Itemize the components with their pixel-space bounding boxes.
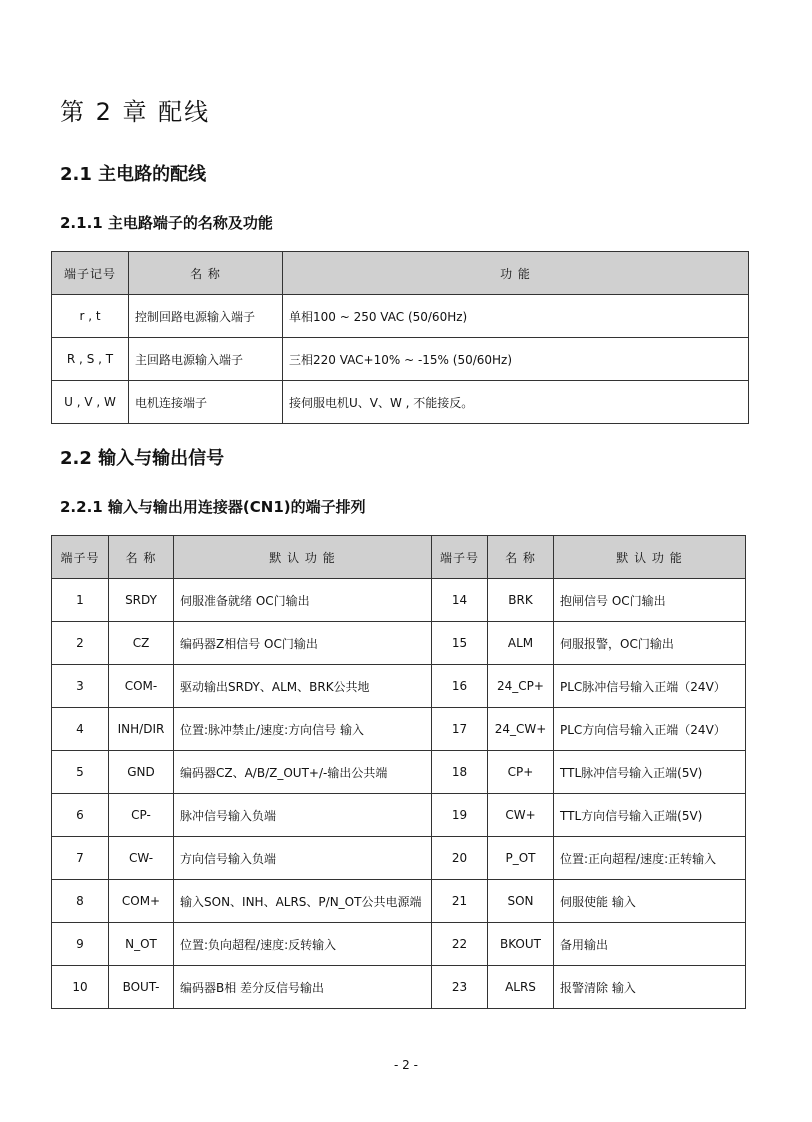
pin-name-cell: INH/DIR — [109, 708, 174, 751]
pin-function-cell: 位置:正向超程/速度:正转输入 — [554, 837, 746, 880]
pin-number-cell: 2 — [52, 622, 109, 665]
table-row — [52, 295, 749, 338]
pin-function-cell: TTL方向信号输入正端(5V) — [554, 794, 746, 837]
table-row — [52, 338, 749, 381]
pin-name-cell: GND — [109, 751, 174, 794]
table-row — [52, 923, 746, 966]
pin-name-cell: COM- — [109, 665, 174, 708]
pin-name-cell: CP- — [109, 794, 174, 837]
pin-number-cell: 20 — [432, 837, 488, 880]
section-heading-2-1-1: 2.1.1 主电路端子的名称及功能 — [60, 214, 273, 232]
pin-name-cell: P_OT — [488, 837, 554, 880]
terminal-function-cell: 单相100 ~ 250 VAC (50/60Hz) — [283, 295, 749, 338]
table-row — [52, 794, 746, 837]
pin-function-cell: 方向信号输入负端 — [174, 837, 432, 880]
table-header-row — [52, 252, 749, 295]
header-cell: 默 认 功 能 — [554, 536, 746, 579]
main-circuit-terminal-table — [51, 251, 749, 424]
pin-function-cell: 抱闸信号 OC门输出 — [554, 579, 746, 622]
table-row — [52, 880, 746, 923]
pin-function-cell: 伺服准备就绪 OC门输出 — [174, 579, 432, 622]
page-number: - 2 - — [394, 1058, 418, 1072]
table-row — [52, 579, 746, 622]
pin-number-cell: 22 — [432, 923, 488, 966]
pin-name-cell: CP+ — [488, 751, 554, 794]
table-row — [52, 665, 746, 708]
pin-name-cell: CW+ — [488, 794, 554, 837]
pin-function-cell: 编码器Z相信号 OC门输出 — [174, 622, 432, 665]
pin-function-cell: 备用输出 — [554, 923, 746, 966]
pin-number-cell: 14 — [432, 579, 488, 622]
pin-function-cell: 位置:负向超程/速度:反转输入 — [174, 923, 432, 966]
terminal-symbol-cell: R , S , T — [52, 338, 129, 381]
pin-number-cell: 16 — [432, 665, 488, 708]
pin-function-cell: 驱动输出SRDY、ALM、BRK公共地 — [174, 665, 432, 708]
chapter-title: 第 2 章 配线 — [60, 98, 211, 126]
cn1-terminal-table — [51, 535, 746, 1009]
table-row — [52, 751, 746, 794]
pin-name-cell: CZ — [109, 622, 174, 665]
pin-number-cell: 5 — [52, 751, 109, 794]
pin-number-cell: 7 — [52, 837, 109, 880]
pin-number-cell: 8 — [52, 880, 109, 923]
terminal-symbol-cell: U , V , W — [52, 381, 129, 424]
pin-number-cell: 19 — [432, 794, 488, 837]
header-cell: 名 称 — [129, 252, 283, 295]
section-heading-2-2: 2.2 输入与输出信号 — [60, 448, 225, 469]
pin-function-cell: 输入SON、INH、ALRS、P/N_OT公共电源端 — [174, 880, 432, 923]
table-row — [52, 966, 746, 1009]
table-row — [52, 622, 746, 665]
table-row — [52, 381, 749, 424]
pin-name-cell: 24_CW+ — [488, 708, 554, 751]
pin-number-cell: 3 — [52, 665, 109, 708]
pin-number-cell: 6 — [52, 794, 109, 837]
pin-number-cell: 1 — [52, 579, 109, 622]
pin-number-cell: 21 — [432, 880, 488, 923]
header-cell: 名 称 — [109, 536, 174, 579]
pin-name-cell: N_OT — [109, 923, 174, 966]
pin-function-cell: PLC脉冲信号输入正端（24V） — [554, 665, 746, 708]
pin-function-cell: 编码器B相 差分反信号输出 — [174, 966, 432, 1009]
pin-number-cell: 23 — [432, 966, 488, 1009]
terminal-symbol-cell: r , t — [52, 295, 129, 338]
pin-number-cell: 15 — [432, 622, 488, 665]
terminal-name-cell: 电机连接端子 — [129, 381, 283, 424]
pin-function-cell: TTL脉冲信号输入正端(5V) — [554, 751, 746, 794]
pin-function-cell: 脉冲信号输入负端 — [174, 794, 432, 837]
header-cell: 端子号 — [432, 536, 488, 579]
pin-number-cell: 9 — [52, 923, 109, 966]
pin-name-cell: ALRS — [488, 966, 554, 1009]
header-cell: 名 称 — [488, 536, 554, 579]
pin-name-cell: BOUT- — [109, 966, 174, 1009]
pin-function-cell: PLC方向信号输入正端（24V） — [554, 708, 746, 751]
pin-function-cell: 编码器CZ、A/B/Z_OUT+/-输出公共端 — [174, 751, 432, 794]
pin-number-cell: 17 — [432, 708, 488, 751]
header-cell: 端子号 — [52, 536, 109, 579]
header-cell: 默 认 功 能 — [174, 536, 432, 579]
terminal-function-cell: 三相220 VAC+10% ~ -15% (50/60Hz) — [283, 338, 749, 381]
pin-function-cell: 报警清除 输入 — [554, 966, 746, 1009]
pin-name-cell: CW- — [109, 837, 174, 880]
pin-name-cell: COM+ — [109, 880, 174, 923]
pin-function-cell: 伺服使能 输入 — [554, 880, 746, 923]
section-heading-2-2-1: 2.2.1 输入与输出用连接器(CN1)的端子排列 — [60, 498, 366, 516]
pin-number-cell: 4 — [52, 708, 109, 751]
pin-name-cell: 24_CP+ — [488, 665, 554, 708]
header-cell: 端子记号 — [52, 252, 129, 295]
pin-name-cell: BRK — [488, 579, 554, 622]
section-heading-2-1: 2.1 主电路的配线 — [60, 164, 207, 185]
pin-function-cell: 位置:脉冲禁止/速度:方向信号 输入 — [174, 708, 432, 751]
terminal-function-cell: 接伺服电机U、V、W , 不能接反。 — [283, 381, 749, 424]
terminal-name-cell: 主回路电源输入端子 — [129, 338, 283, 381]
table-row — [52, 837, 746, 880]
pin-name-cell: SRDY — [109, 579, 174, 622]
table-row — [52, 708, 746, 751]
pin-number-cell: 18 — [432, 751, 488, 794]
pin-function-cell: 伺服报警，OC门输出 — [554, 622, 746, 665]
pin-name-cell: BKOUT — [488, 923, 554, 966]
header-cell: 功 能 — [283, 252, 749, 295]
pin-name-cell: ALM — [488, 622, 554, 665]
pin-name-cell: SON — [488, 880, 554, 923]
pin-number-cell: 10 — [52, 966, 109, 1009]
table-header-row — [52, 536, 746, 579]
terminal-name-cell: 控制回路电源输入端子 — [129, 295, 283, 338]
